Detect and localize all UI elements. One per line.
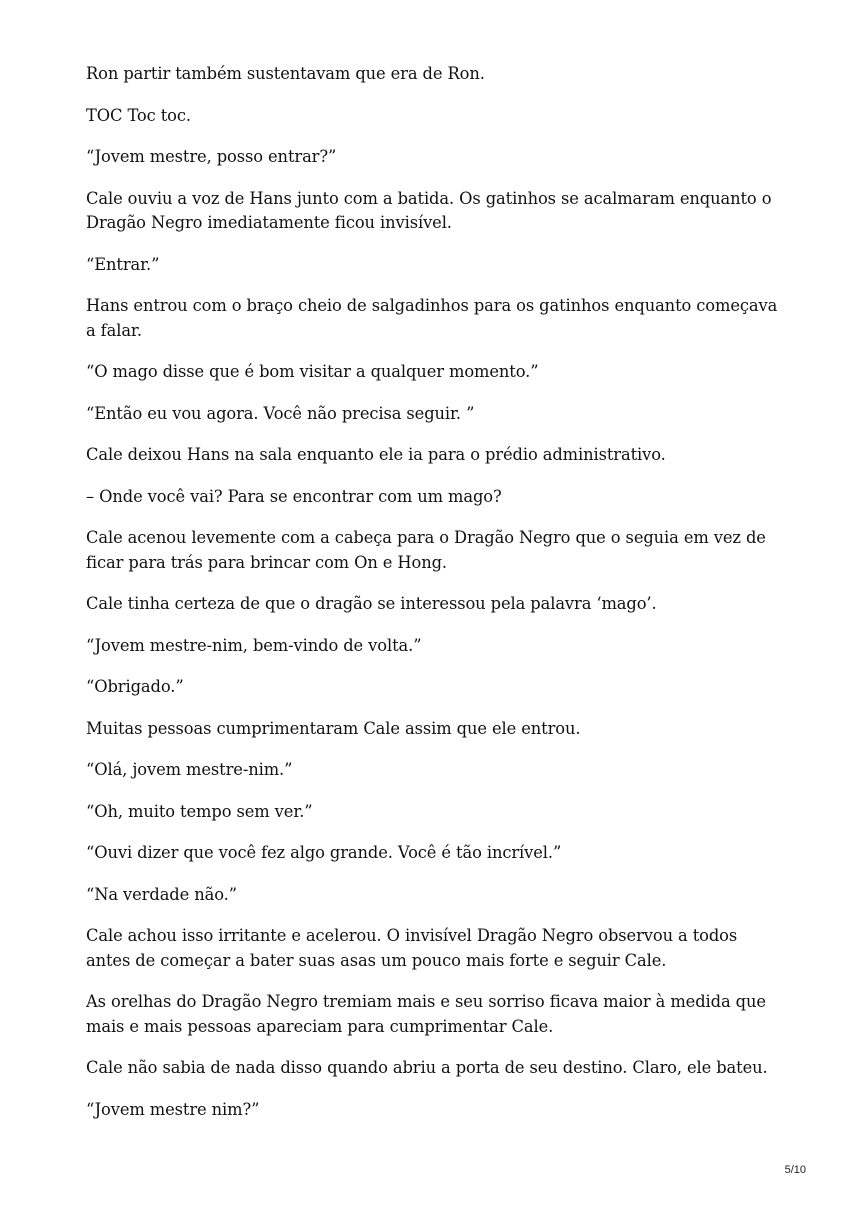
paragraph: As orelhas do Dragão Negro tremiam mais e seu sorriso ficava maior à medida que mais e mais pessoas apareciam para cumprimentar Cale.	[86, 992, 766, 1036]
paragraph: “Jovem mestre nim?”	[86, 1099, 260, 1119]
paragraph: Cale não sabia de nada disso quando abriu a porta de seu destino. Claro, ele bateu.	[86, 1058, 768, 1077]
paragraph: “Então eu vou agora. Você não precisa seguir. ”	[86, 403, 475, 423]
paragraph: “Jovem mestre-nim, bem-vindo de volta.”	[86, 635, 422, 655]
paragraph: Hans entrou com o braço cheio de salgadinhos para os gatinhos enquanto começava a falar.	[86, 296, 778, 340]
paragraph: “Olá, jovem mestre-nim.”	[86, 760, 293, 779]
page-number: 5/10	[784, 1164, 806, 1176]
document-body	[86, 62, 786, 1139]
paragraph: Cale acenou levemente com a cabeça para o Dragão Negro que o seguia em vez de ficar para trás para brincar com On e Hong.	[86, 528, 766, 572]
paragraph: TOC Toc toc.	[86, 105, 191, 125]
paragraph: Ron partir também sustentavam que era de Ron.	[86, 64, 485, 83]
paragraph: “Na verdade não.”	[86, 884, 237, 904]
paragraph: – Onde você vai? Para se encontrar com um mago?	[86, 486, 502, 506]
paragraph: “Ouvi dizer que você fez algo grande. Você é tão incrível.”	[86, 843, 562, 862]
paragraph: “Jovem mestre, posso entrar?”	[86, 147, 337, 166]
paragraph: “O mago disse que é bom visitar a qualquer momento.”	[86, 362, 539, 381]
paragraph: “Oh, muito tempo sem ver.”	[86, 801, 313, 821]
paragraph: Cale ouviu a voz de Hans junto com a batida. Os gatinhos se acalmaram enquanto o Dragão Negro imediatamente ficou invisível.	[86, 188, 772, 232]
paragraph: Muitas pessoas cumprimentaram Cale assim que ele entrou.	[86, 718, 581, 738]
paragraph: Cale achou isso irritante e acelerou. O invisível Dragão Negro observou a todos antes de começar a bater suas asas um pouco mais forte e seguir Cale.	[86, 926, 738, 970]
paragraph: Cale deixou Hans na sala enquanto ele ia para o prédio administrativo.	[86, 445, 666, 464]
paragraph: “Obrigado.”	[86, 677, 184, 696]
paragraph: “Entrar.”	[86, 254, 160, 274]
paragraph: Cale tinha certeza de que o dragão se interessou pela palavra ‘mago’.	[86, 594, 657, 613]
